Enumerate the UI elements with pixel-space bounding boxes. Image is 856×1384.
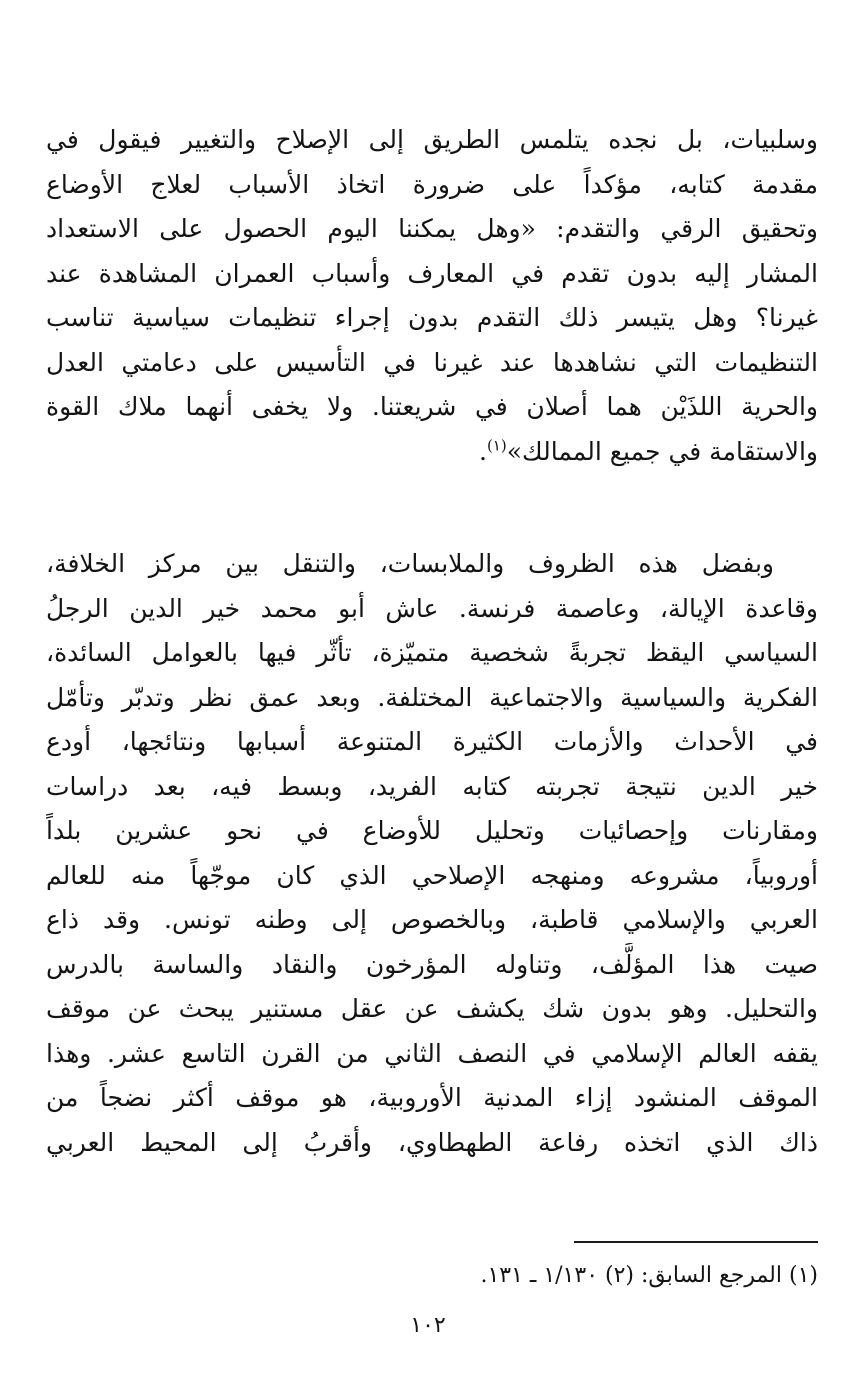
paragraph-2 <box>46 542 818 1165</box>
text-line: المشار إليه بدون تقدم في المعارف وأسباب العمران المشاهدة عند <box>46 258 818 288</box>
footnote: (١) المرجع السابق: (٢) ١/١٣٠ ـ ١٣١. <box>480 1263 818 1288</box>
page-number: ١٠٢ <box>410 1313 446 1338</box>
text-line: السياسي اليقظ تجربةً شخصية متميّزة، تأثّر فيها بالعوامل السائدة، <box>46 638 818 667</box>
text-line: صيت هذا المؤلَّف، وتناوله المؤرخون والنقاد والساسة بالدرس <box>46 949 818 979</box>
paragraph-1 <box>46 118 818 474</box>
text-line: غيرنا؟ وهل يتيسر ذلك التقدم بدون إجراء تنظيمات سياسية تناسب <box>46 303 818 332</box>
text-line: خير الدين نتيجة تجربته كتابه الفريد، وبسط فيه، بعد دراسات <box>46 771 818 801</box>
text-line: والتحليل. وهو بدون شك يكشف عن عقل مستنير يبحث عن موقف <box>46 994 818 1023</box>
footnote-reference: (١) <box>486 436 507 455</box>
text-line-content: والاستقامة في جميع الممالك» <box>506 436 818 466</box>
text-line: وسلبيات، بل نجده يتلمس الطريق إلى الإصلاح والتغيير فيقول في <box>46 125 818 154</box>
sentence-end: . <box>478 436 487 466</box>
text-line: والحرية اللذَيْن هما أصلان في شريعتنا. ولا يخفى أنهما ملاك القوة <box>46 392 818 421</box>
text-line: الموقف المنشود إزاء المدنية الأوروبية، هو موقف أكثر نضجاً من <box>46 1083 818 1112</box>
text-line-last <box>46 430 818 475</box>
text-line: يقفه العالم الإسلامي في النصف الثاني من القرن التاسع عشر. وهذا <box>46 1038 818 1068</box>
text-line: الفكرية والسياسية والاجتماعية المختلفة. وبعد عمق نظر وتدبّر وتأمّل <box>46 682 818 712</box>
text-line: مقدمة كتابه، مؤكداً على ضرورة اتخاذ الأسباب لعلاج الأوضاع <box>46 169 818 199</box>
text-line: وقاعدة الإيالة، وعاصمة فرنسة. عاش أبو محمد خير الدين الرجلُ <box>46 593 818 623</box>
text-line: التنظيمات التي نشاهدها عند غيرنا في التأسيس على دعامتي العدل <box>46 347 818 377</box>
text-line: وتحقيق الرقي والتقدم: «وهل يمكننا اليوم الحصول على الاستعداد <box>46 214 818 243</box>
text-line: في الأحداث والأزمات الكثيرة المتنوعة أسبابها ونتائجها، أودع <box>46 727 818 756</box>
text-line: وبفضل هذه الظروف والملابسات، والتنقل بين مركز الخلافة، <box>46 549 774 578</box>
text-line: ذاك الذي اتخذه رفاعة الطهطاوي، وأقربُ إلى المحيط العربي <box>46 1127 818 1157</box>
text-line: العربي والإسلامي قاطبة، وبالخصوص إلى وطنه تونس. وقد ذاع <box>46 905 818 934</box>
footnote-divider <box>574 1241 818 1243</box>
text-line: أوروبياً، مشروعه ومنهجه الإصلاحي الذي كان موجّهاً منه للعالم <box>46 860 818 890</box>
text-line: ومقارنات وإحصائيات وتحليل للأوضاع في نحو عشرين بلداً <box>46 816 818 845</box>
